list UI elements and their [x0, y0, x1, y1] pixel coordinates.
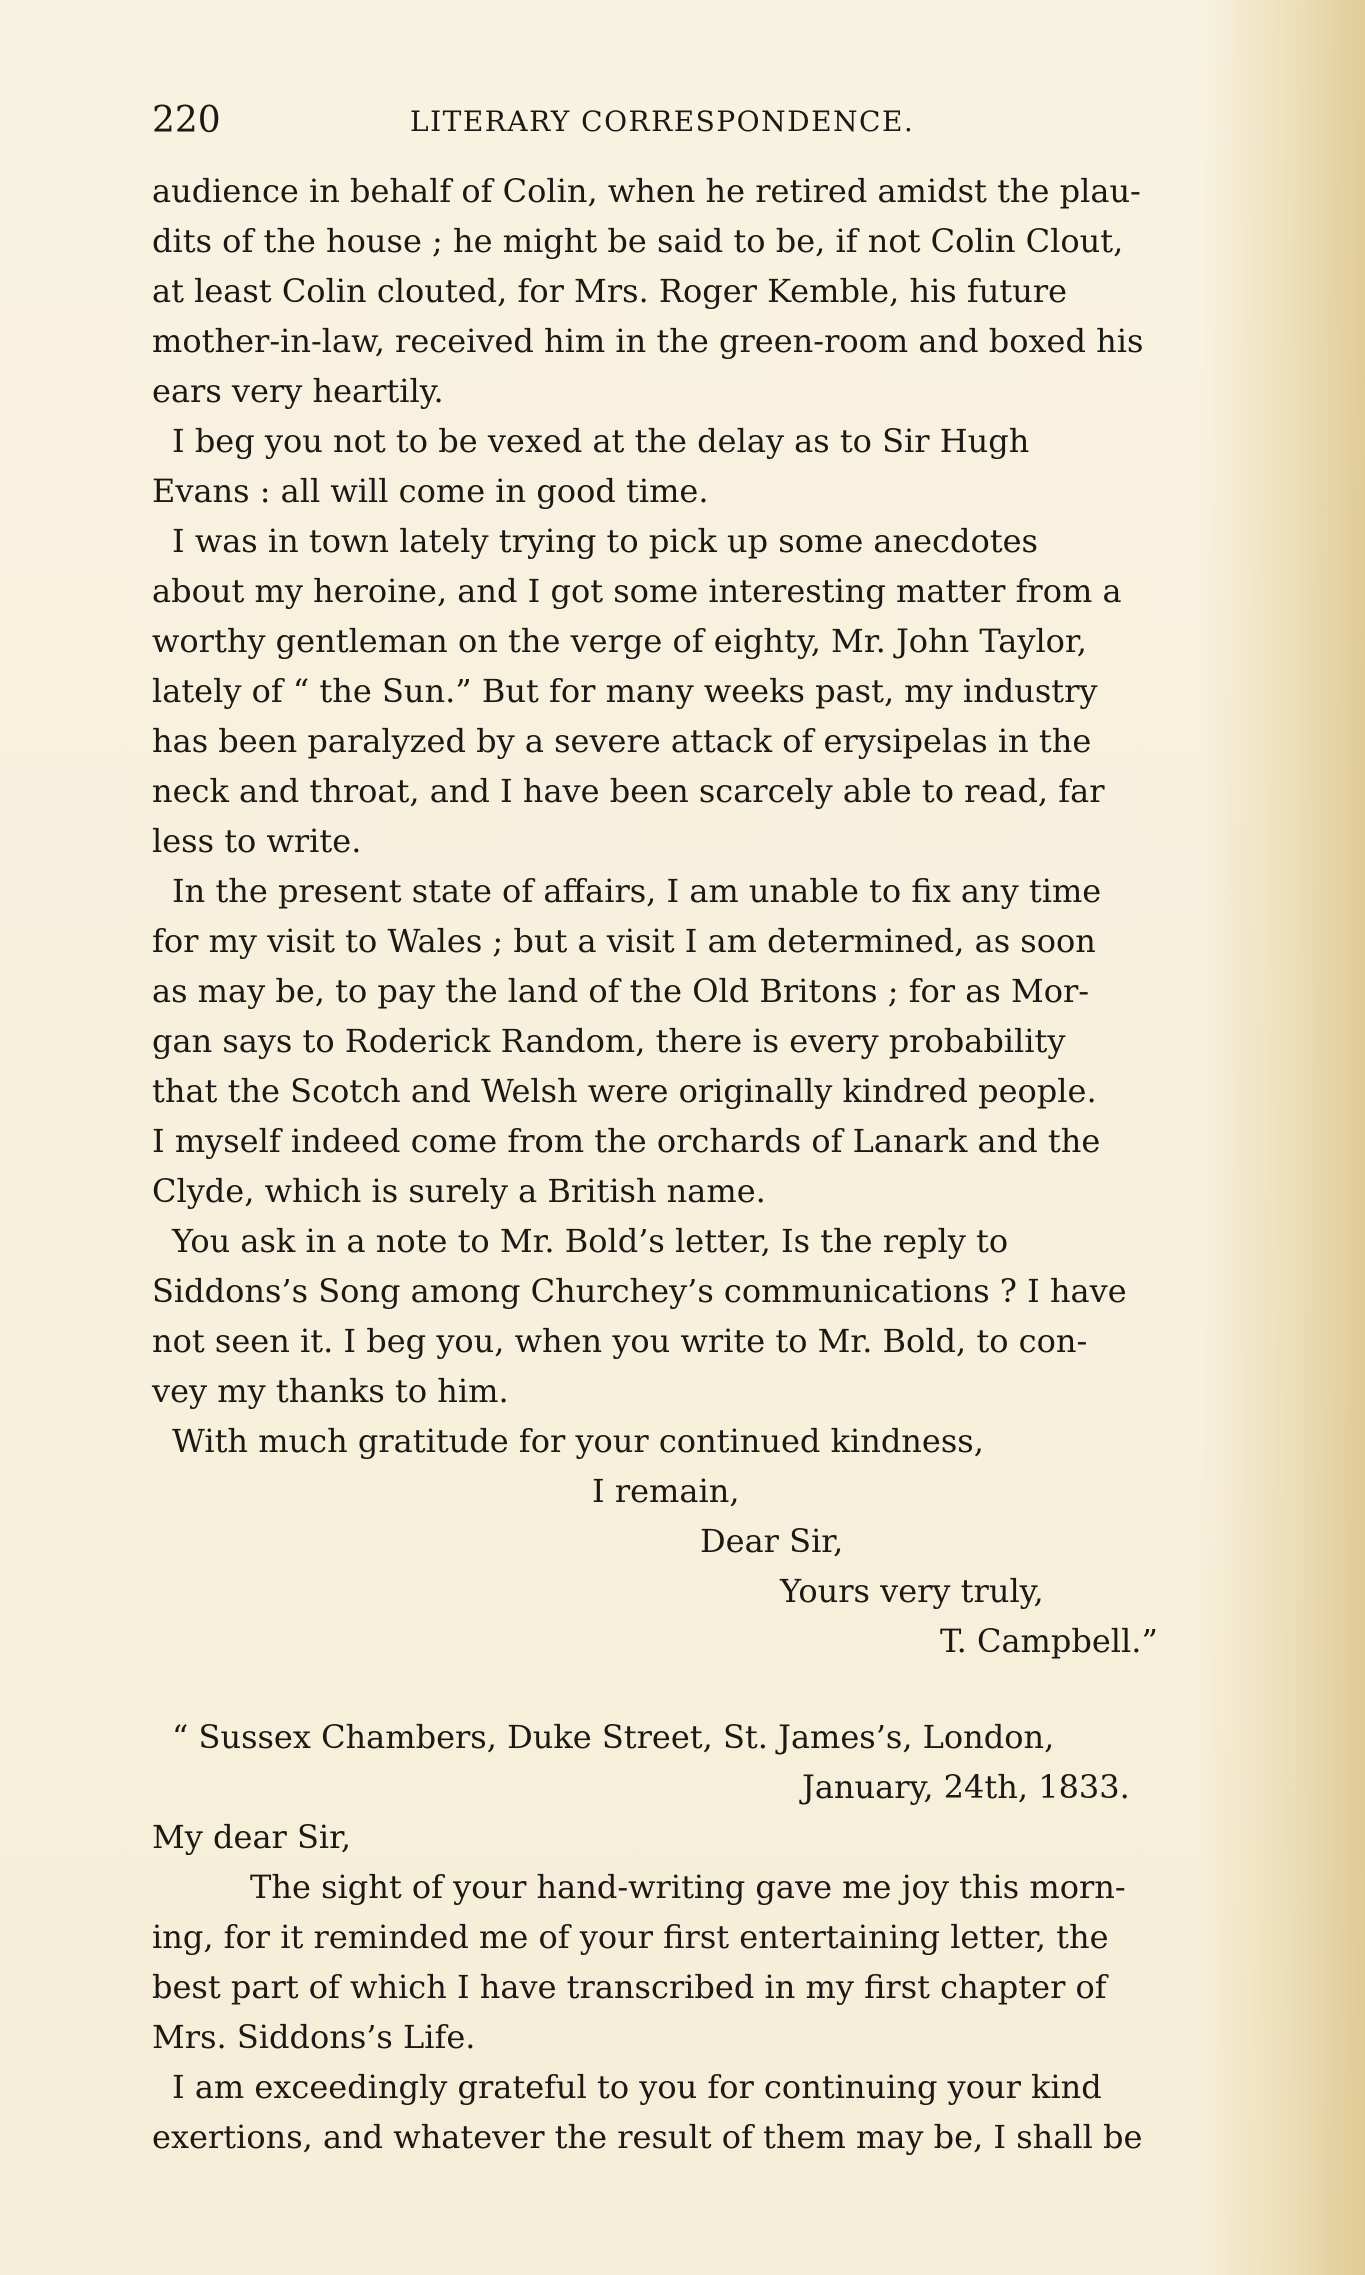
text-line: In the present state of affairs, I am unable to fix any time — [172, 872, 1102, 910]
letter-separator — [152, 1666, 1237, 1712]
running-head: LITERARY CORRESPONDENCE. — [410, 105, 915, 138]
text-line: exertions, and whatever the result of them may be, I shall be — [152, 2118, 1143, 2156]
page-number: 220 — [152, 100, 221, 141]
text-line: that the Scotch and Welsh were originally kindred people. — [152, 1072, 1097, 1110]
text-line: about my heroine, and I got some interesting matter from a — [152, 572, 1122, 610]
text-line: Siddons’s Song among Churchey’s communications ? I have — [152, 1272, 1127, 1310]
text-line: lately of “ the Sun.” But for many weeks past, my industry — [152, 672, 1098, 710]
text-line: Evans : all will come in good time. — [152, 472, 709, 510]
text-line: You ask in a note to Mr. Bold’s letter, Is the reply to — [172, 1222, 1009, 1260]
text-line: I beg you not to be vexed at the delay as to Sir Hugh — [172, 422, 1030, 460]
text-line: has been paralyzed by a severe attack of erysipelas in the — [152, 722, 1092, 760]
text-line: mother-in-law, received him in the green-room and boxed his — [152, 322, 1144, 360]
text-line: Mrs. Siddons’s Life. — [152, 2018, 476, 2056]
text-line: dits of the house ; he might be said to be, if not Colin Clout, — [152, 222, 1124, 260]
text-line: worthy gentleman on the verge of eighty, Mr. John Taylor, — [152, 622, 1087, 660]
text-line: less to write. — [152, 822, 362, 860]
text-line: at least Colin clouted, for Mrs. Roger Kemble, his future — [152, 272, 1068, 310]
text-line: vey my thanks to him. — [152, 1372, 509, 1410]
text-line: With much gratitude for your continued kindness, — [172, 1422, 984, 1460]
text-line: I myself indeed come from the orchards of Lanark and the — [152, 1122, 1101, 1160]
closing-valediction: Yours very truly, — [780, 1572, 1044, 1610]
signature: T. Campbell.” — [940, 1622, 1158, 1660]
text-line: ing, for it reminded me of your first entertaining letter, the — [152, 1918, 1109, 1956]
page-header — [152, 96, 1232, 152]
text-line: audience in behalf of Colin, when he retired amidst the plau- — [152, 172, 1141, 210]
letter-date: January, 24th, 1833. — [802, 1768, 1130, 1806]
text-line: The sight of your hand-writing gave me joy this morn- — [250, 1868, 1126, 1906]
text-line: Clyde, which is surely a British name. — [152, 1172, 766, 1210]
text-line: I was in town lately trying to pick up some anecdotes — [172, 522, 1038, 560]
closing-salutation: Dear Sir, — [700, 1522, 844, 1560]
text-line: for my visit to Wales ; but a visit I am determined, as soon — [152, 922, 1096, 960]
text-line: not seen it. I beg you, when you write to Mr. Bold, to con- — [152, 1322, 1088, 1360]
text-line: neck and throat, and I have been scarcely able to read, far — [152, 772, 1105, 810]
text-line: as may be, to pay the land of the Old Britons ; for as Mor- — [152, 972, 1090, 1010]
text-line: I am exceedingly grateful to you for continuing your kind — [172, 2068, 1102, 2106]
text-line: best part of which I have transcribed in my first chapter of — [152, 1968, 1107, 2006]
page-body — [152, 166, 1237, 2162]
letter-greeting: My dear Sir, — [152, 1818, 352, 1856]
text-line: gan says to Roderick Random, there is every probability — [152, 1022, 1066, 1060]
text-line: ears very heartily. — [152, 372, 444, 410]
closing-remain: I remain, — [592, 1472, 740, 1510]
letter-address: “ Sussex Chambers, Duke Street, St. James’s, London, — [172, 1718, 1055, 1756]
